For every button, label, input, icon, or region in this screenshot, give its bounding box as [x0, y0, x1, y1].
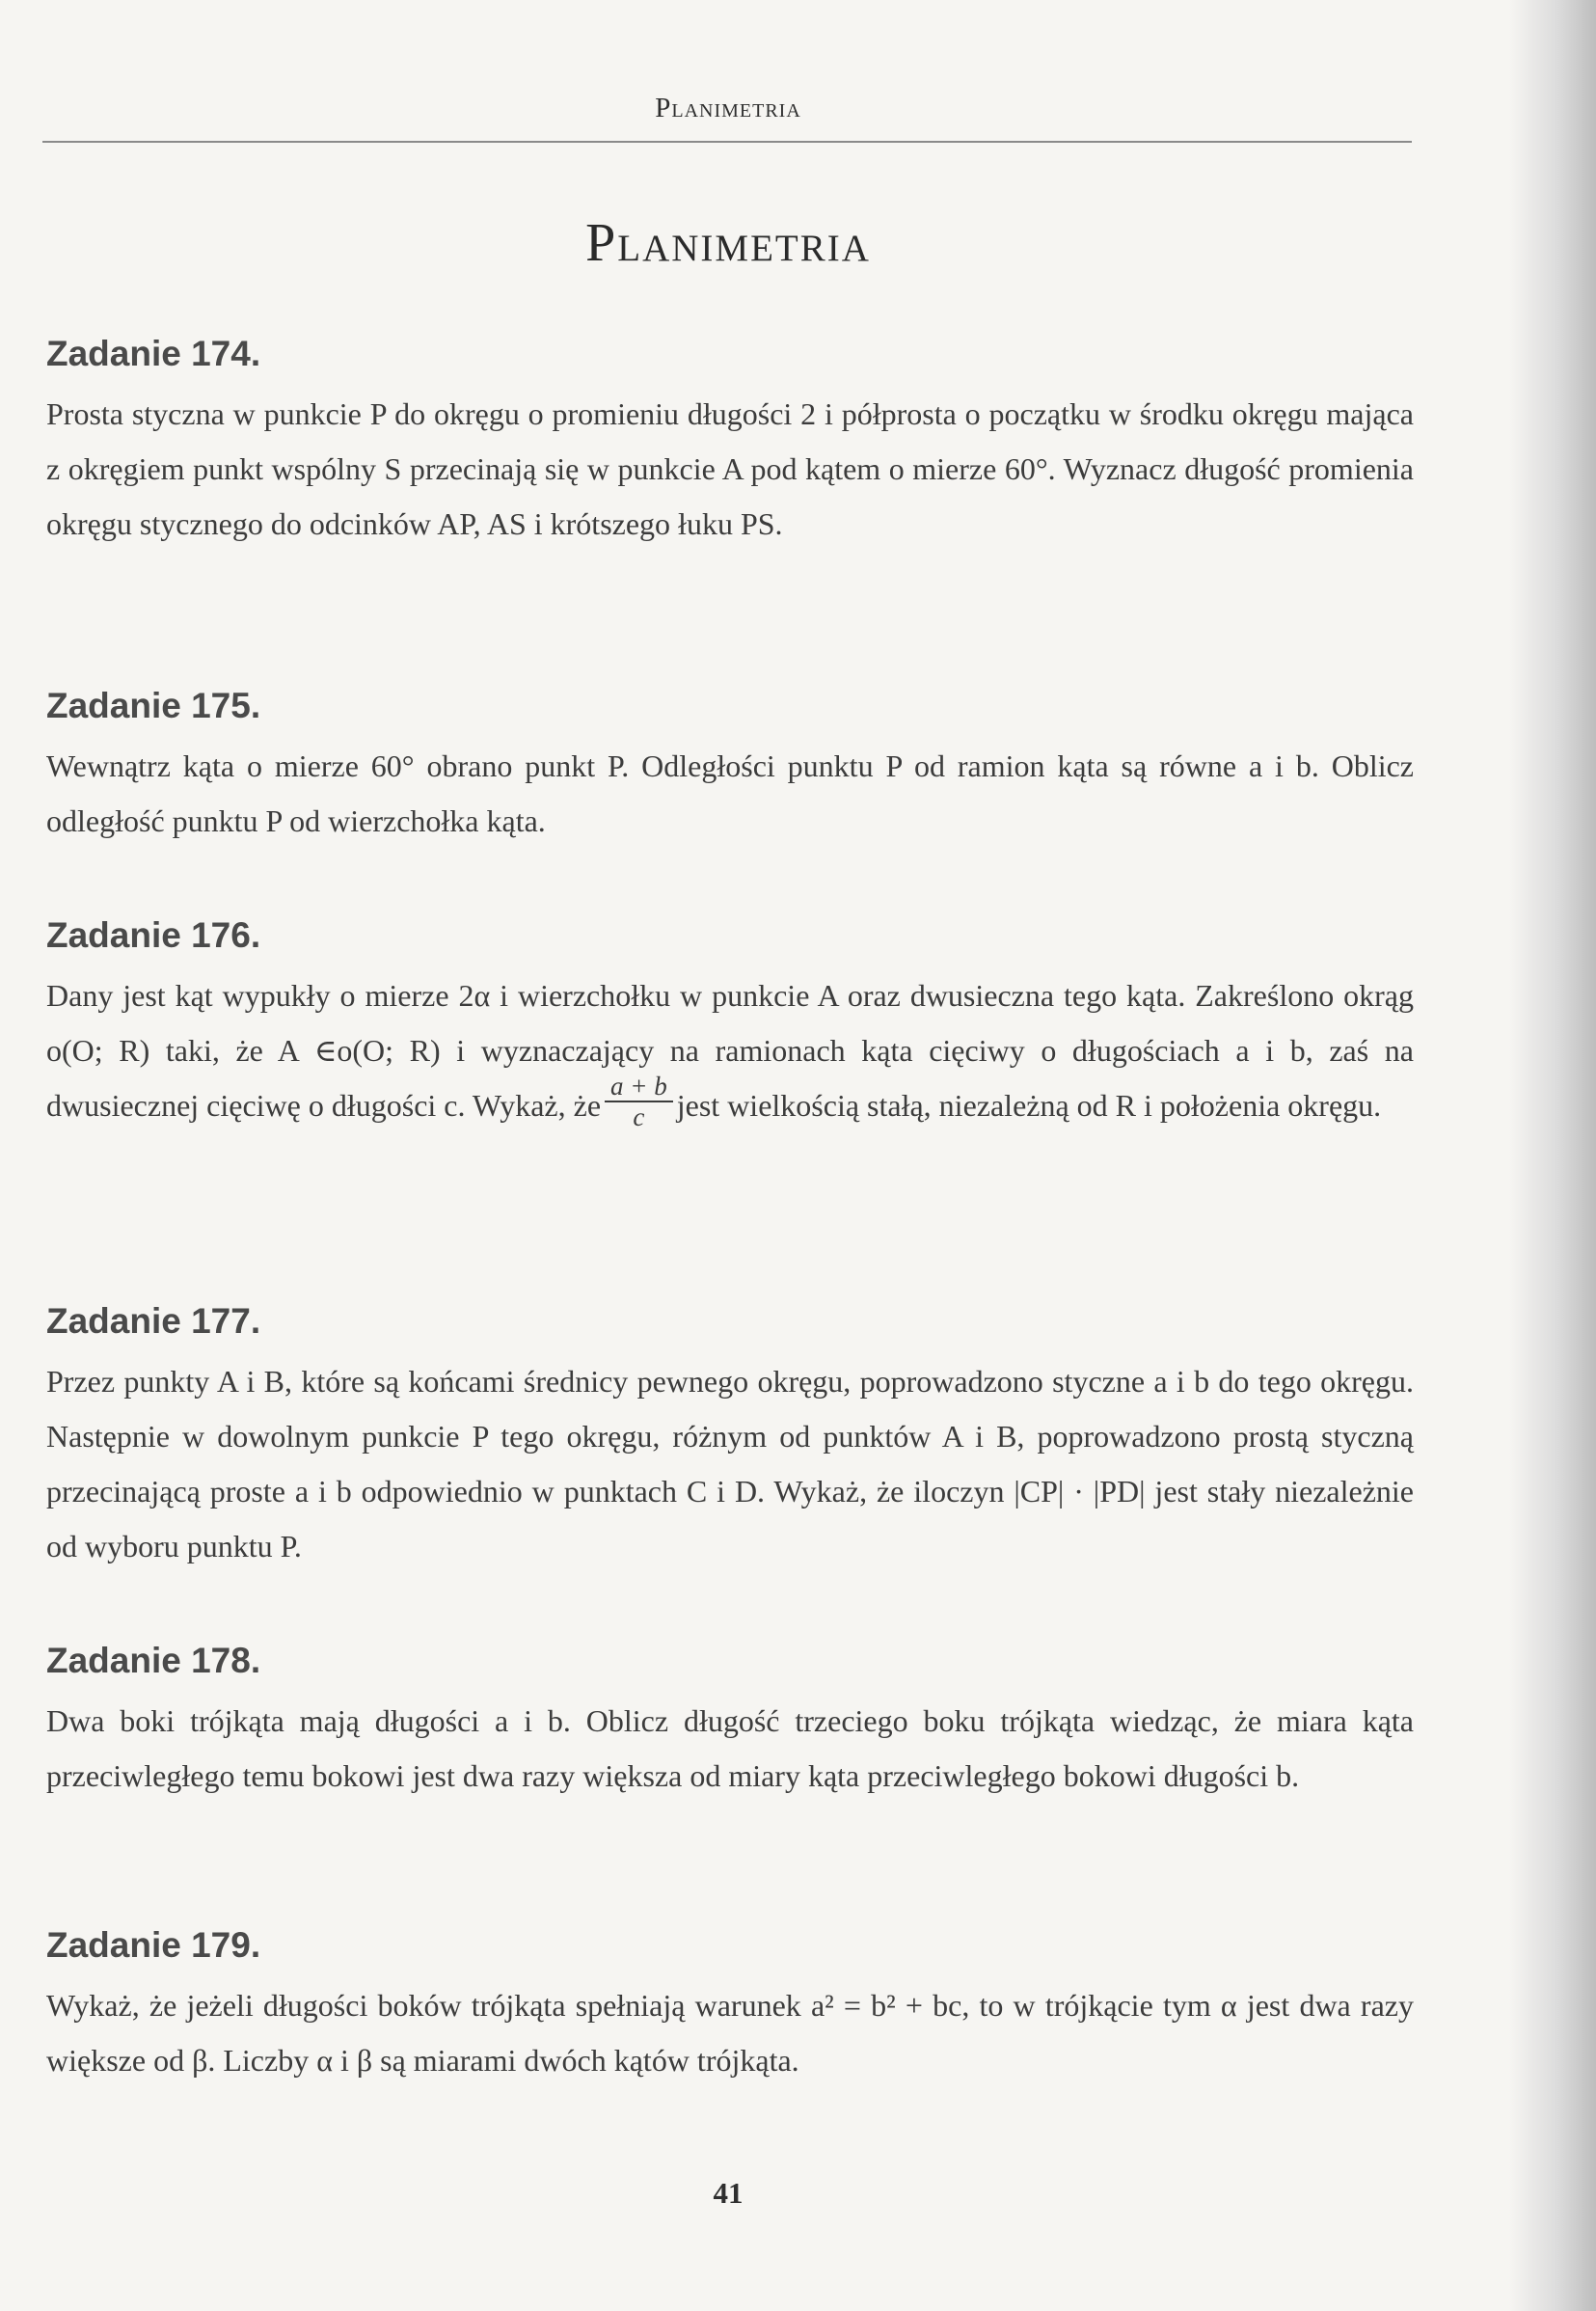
task-body-text: jest wielkością stałą, niezależną od R i położenia okręgu.	[676, 1088, 1382, 1124]
task-175	[46, 685, 1414, 849]
task-body: Przez punkty A i B, które są końcami średnicy pewnego okręgu, poprowadzono styczne a i b do tego okręgu. Następnie w dowolnym punkcie P tego okręgu, różnym od punktów A i B, poprowadzono prostą styczną przecinającą proste a i b odpowiednio w punktach C i D. Wykaż, że iloczyn |CP| · |PD| jest stały niezależnie od wyboru punktu P.	[46, 1364, 1414, 1564]
task-body: Wykaż, że jeżeli długości boków trójkąta spełniają warunek a² = b² + bc, to w trójkącie tym α jest dwa razy większe od β. Liczby α i β są miarami dwóch kątów trójkąta.	[46, 1988, 1414, 2079]
task-title: Zadanie 178.	[46, 1641, 261, 1680]
task-title: Zadanie 174.	[46, 334, 261, 373]
task-body	[46, 968, 1414, 1139]
task-177	[46, 1300, 1414, 1574]
chapter-title: Planimetria	[585, 213, 871, 273]
task-178	[46, 1640, 1414, 1804]
fraction-numerator: a + b	[605, 1072, 673, 1102]
task-title: Zadanie 177.	[46, 1301, 261, 1341]
fraction-denominator: c	[633, 1102, 645, 1132]
task-174	[46, 333, 1414, 552]
page-number: 41	[713, 2176, 744, 2210]
running-head: Planimetria	[655, 93, 801, 123]
task-title: Zadanie 179.	[46, 1925, 261, 1965]
task-body: Prosta styczna w punkcie P do okręgu o promieniu długości 2 i półprosta o początku w środku okręgu mająca z okręgiem punkt wspólny S przecinają się w punkcie A pod kątem o mierze 60°. Wyznacz długość promienia okręgu stycznego do odcinków AP, AS i krótszego łuku PS.	[46, 396, 1414, 542]
header-rule	[42, 141, 1412, 143]
task-176	[46, 914, 1414, 1139]
page-edge-shadow	[1509, 0, 1596, 2311]
task-body-text: Dany jest kąt wypukły o mierze 2α i wierzchołku w punkcie A oraz dwusieczna tego kąta. Zakreślono okrąg o(O; R) taki, że A ∈o(O; R) i wyznaczający na ramionach kąta cięciwy o długościach a i b, zaś na dwusiecznej cięciwę o długości c. Wykaż, że	[46, 978, 1414, 1124]
fraction	[605, 1072, 673, 1131]
task-body: Wewnątrz kąta o mierze 60° obrano punkt P. Odległości punktu P od ramion kąta są równe a i b. Oblicz odległość punktu P od wierzchołka kąta.	[46, 748, 1414, 839]
task-title: Zadanie 175.	[46, 686, 261, 725]
task-body: Dwa boki trójkąta mają długości a i b. Oblicz długość trzeciego boku trójkąta wiedząc, że miara kąta przeciwległego temu bokowi jest dwa razy większa od miary kąta przeciwległego bokowi długości b.	[46, 1703, 1414, 1794]
task-title: Zadanie 176.	[46, 915, 261, 955]
task-179	[46, 1924, 1414, 2088]
